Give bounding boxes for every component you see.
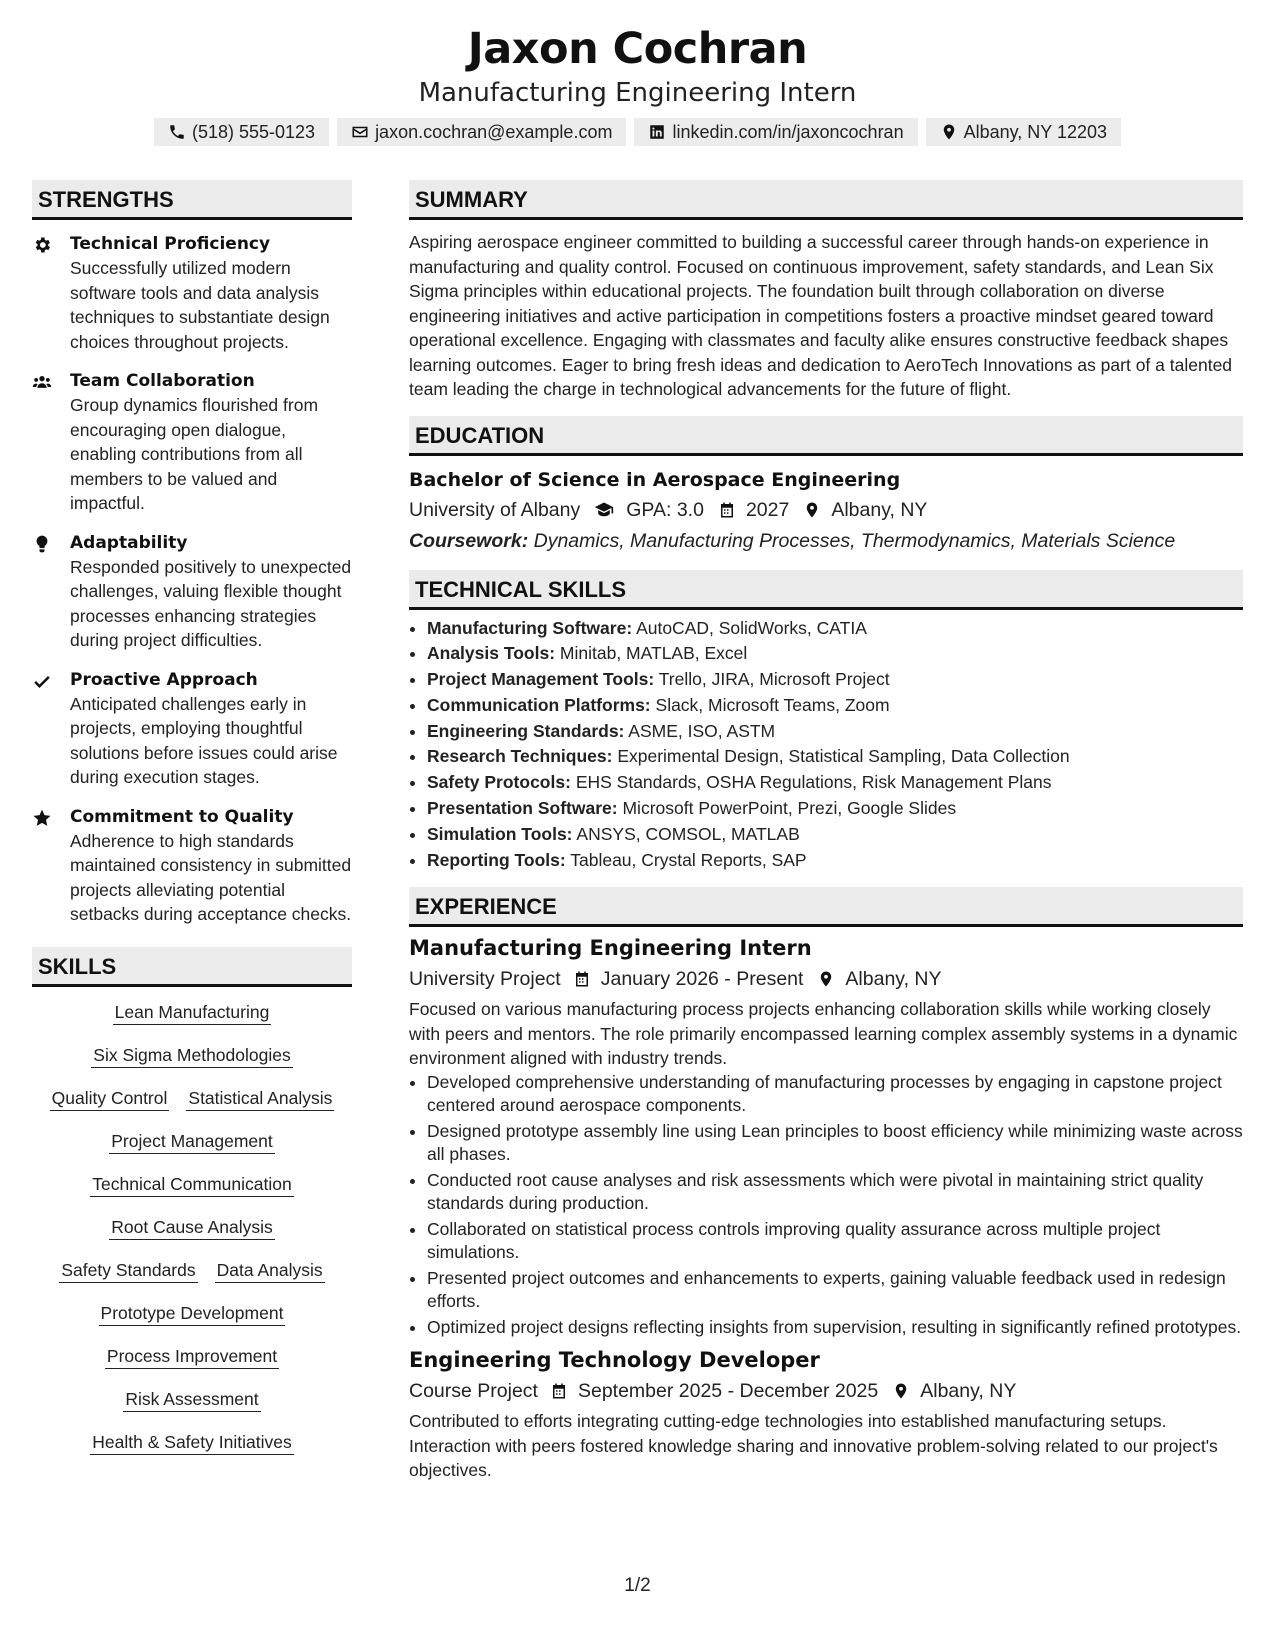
strength-desc: Adherence to high standards maintained consistency in submitted projects alleviating potential setbacks during acceptance checks. <box>70 830 352 924</box>
strength-desc: Group dynamics flourished from encouraging open dialogue, enabling contributions from all members to be valued and impactful. <box>70 395 319 513</box>
left-column <box>32 180 352 1483</box>
job-entry <box>409 1345 1243 1483</box>
strength-item <box>32 531 352 653</box>
coursework-line <box>409 526 1243 556</box>
calendar-icon <box>573 970 591 988</box>
tech-skill-item: • Analysis Tools: Minitab, MATLAB, Excel <box>427 641 1243 667</box>
linkedin-icon <box>648 123 666 141</box>
technical-skills-list <box>409 616 1243 874</box>
strength-title: Technical Proficiency <box>70 234 271 254</box>
education-meta <box>409 494 1243 526</box>
coursework-text: Dynamics, Manufacturing Processes, Thermodynamics, Materials Science <box>533 529 1176 552</box>
skill-tag: Technical Communication <box>90 1173 293 1197</box>
strength-item <box>32 232 352 354</box>
strength-desc: Responded positively to unexpected challenges, valuing flexible thought processes enhancing strategies during project difficulties. <box>70 556 352 650</box>
job-org: University Project <box>409 968 561 991</box>
phone-text: (518) 555-0123 <box>191 122 316 142</box>
skill-tag: Process Improvement <box>105 1345 279 1369</box>
strength-desc: Anticipated challenges early in projects, employing thoughtful solutions before issues could arise during execution stages. <box>70 693 338 787</box>
location-text: Albany, NY 12203 <box>963 122 1108 142</box>
school-name: University of Albany <box>409 498 581 521</box>
education-heading: EDUCATION <box>409 416 1243 456</box>
calendar-icon <box>550 1382 568 1400</box>
skill-tag: Six Sigma Methodologies <box>91 1044 292 1068</box>
job-org: Course Project <box>409 1380 538 1403</box>
page-number: 1/2 <box>624 1575 651 1596</box>
technical-skills-heading: TECHNICAL SKILLS <box>409 570 1243 610</box>
phone-icon <box>168 123 186 141</box>
job-location: Albany, NY <box>920 1380 1017 1403</box>
graduation-cap-icon <box>592 500 616 520</box>
tech-skill-item: • Communication Platforms: Slack, Microsoft Teams, Zoom <box>427 693 1243 719</box>
contact-linkedin[interactable] <box>634 118 917 146</box>
job-location: Albany, NY <box>845 968 942 991</box>
skill-tag: Prototype Development <box>99 1302 286 1326</box>
skill-tag: Data Analysis <box>215 1259 325 1283</box>
job-desc: Contributed to efforts integrating cutting-edge technologies into established manufacturing setups. Interaction with peers fostered knowledge sharing and innovative problem-solving related to our project's objectives. <box>409 1411 1218 1481</box>
contact-email[interactable] <box>337 118 626 146</box>
users-icon <box>32 372 52 392</box>
resume-header <box>0 0 1275 146</box>
job-meta <box>409 1375 1243 1407</box>
star-icon <box>32 808 52 828</box>
skills-heading: SKILLS <box>32 947 352 987</box>
lightbulb-icon <box>32 534 52 554</box>
tech-skill-item: • Manufacturing Software: AutoCAD, SolidWorks, CATIA <box>427 616 1243 642</box>
strength-title: Proactive Approach <box>70 669 258 690</box>
gear-icon <box>32 235 52 255</box>
tech-skill-item: • Safety Protocols: EHS Standards, OSHA Regulations, Risk Management Plans <box>427 770 1243 796</box>
summary-text: Aspiring aerospace engineer committed to building a successful career through hands-on experience in manufacturing and quality control. Focused on continuous improvement, safety standards, and Lean Six Sigma principles within educational projects. The foundation built through collaboration on diverse engineering initiatives and active participation in competitions fosters a proactive mindset geared toward operational excellence. Engaging with classmates and faculty alike ensures constructive feedback shapes learning outcomes. Eager to bring fresh ideas and dedication to AeroTech Innovations as part of a talented team leading the charge in technological advancements for the future of flight. <box>409 232 1233 399</box>
tech-skill-item: • Project Management Tools: Trello, JIRA, Microsoft Project <box>427 667 1243 693</box>
map-pin-icon <box>817 970 835 988</box>
skills-list <box>32 997 352 1455</box>
email-text: jaxon.cochran@example.com <box>375 122 613 142</box>
strength-title: Team Collaboration <box>70 371 255 391</box>
check-icon <box>32 671 52 691</box>
job-bullets <box>409 1071 1243 1340</box>
strengths-list <box>32 230 352 927</box>
grad-year: 2027 <box>745 498 790 521</box>
job-bullet: • Designed prototype assembly line using Lean principles to boost efficiency while minimizing waste across all phases. <box>427 1120 1243 1167</box>
strength-item <box>32 805 352 927</box>
strength-item <box>32 369 352 516</box>
strength-item <box>32 668 352 790</box>
candidate-name: Jaxon Cochran <box>467 24 808 74</box>
map-pin-icon <box>940 123 958 141</box>
job-dates: September 2025 - December 2025 <box>577 1380 879 1403</box>
job-title: Manufacturing Engineering Intern <box>409 936 812 961</box>
skill-tag: Project Management <box>109 1130 274 1154</box>
degree-title: Bachelor of Science in Aerospace Engineering <box>409 468 901 491</box>
skill-tag: Risk Assessment <box>123 1388 260 1412</box>
contact-bar <box>0 118 1275 146</box>
map-pin-icon <box>803 501 821 519</box>
map-pin-icon <box>892 1382 910 1400</box>
envelope-icon <box>351 123 369 141</box>
skill-tag: Lean Manufacturing <box>113 1001 272 1025</box>
summary-heading: SUMMARY <box>409 180 1243 220</box>
job-entry <box>409 933 1243 1339</box>
skill-tag: Health & Safety Initiatives <box>90 1431 293 1455</box>
job-bullet: • Collaborated on statistical process controls improving quality assurance across multiple project simulations. <box>427 1218 1243 1265</box>
tech-skill-item: • Engineering Standards: ASME, ISO, ASTM <box>427 719 1243 745</box>
experience-heading: EXPERIENCE <box>409 887 1243 927</box>
skill-tag: Root Cause Analysis <box>109 1216 274 1240</box>
right-column <box>409 180 1243 1483</box>
tech-skill-item: • Reporting Tools: Tableau, Crystal Reports, SAP <box>427 848 1243 874</box>
school-location: Albany, NY <box>831 498 928 521</box>
job-bullet: • Developed comprehensive understanding of manufacturing processes by engaging in capstone project centered around aerospace components. <box>427 1071 1243 1118</box>
job-bullet: • Optimized project designs reflecting insights from supervision, resulting in significantly refined prototypes. <box>427 1316 1243 1340</box>
tech-skill-item: • Simulation Tools: ANSYS, COMSOL, MATLAB <box>427 822 1243 848</box>
strength-title: Commitment to Quality <box>70 806 294 827</box>
gpa-text: GPA: 3.0 <box>626 498 704 521</box>
tech-skill-item: • Presentation Software: Microsoft PowerPoint, Prezi, Google Slides <box>427 796 1243 822</box>
job-bullet: • Presented project outcomes and enhancements to experts, gaining valuable feedback used in redesign efforts. <box>427 1267 1243 1314</box>
contact-phone[interactable] <box>154 118 329 146</box>
job-desc: Focused on various manufacturing process projects enhancing collaboration skills while working closely with peers and mentors. The role primarily encompassed learning complex assembly systems in a dynamic environment aligned with industry trends. <box>409 999 1238 1069</box>
coursework-label: Coursework: <box>409 529 529 552</box>
job-meta <box>409 963 1243 995</box>
calendar-icon <box>718 501 736 519</box>
contact-location <box>926 118 1121 146</box>
strengths-heading: STRENGTHS <box>32 180 352 220</box>
tech-skill-item: • Research Techniques: Experimental Design, Statistical Sampling, Data Collection <box>427 744 1243 770</box>
job-bullet: • Conducted root cause analyses and risk assessments which were pivotal in maintaining strict quality standards during production. <box>427 1169 1243 1216</box>
candidate-title: Manufacturing Engineering Intern <box>418 78 857 108</box>
resume-body <box>32 180 1243 1483</box>
skill-tag: Quality Control <box>50 1087 170 1111</box>
strength-desc: Successfully utilized modern software tools and data analysis techniques to substantiate design choices throughout projects. <box>70 258 330 352</box>
skill-tag: Safety Standards <box>59 1259 197 1283</box>
strength-title: Adaptability <box>70 532 188 553</box>
job-title: Engineering Technology Developer <box>409 1348 820 1373</box>
skill-tag: Statistical Analysis <box>186 1087 334 1111</box>
linkedin-text: linkedin.com/in/jaxoncochran <box>672 122 904 142</box>
job-dates: January 2026 - Present <box>600 968 804 991</box>
